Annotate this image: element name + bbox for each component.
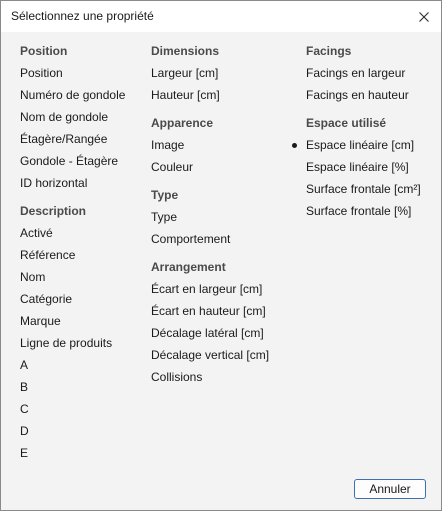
property-item-category[interactable]: Catégorie bbox=[20, 292, 73, 306]
property-item-linear-space-pct[interactable]: Espace linéaire [%] bbox=[306, 160, 409, 174]
title-bar bbox=[1, 1, 441, 32]
property-item-linear-space-cm[interactable] bbox=[306, 134, 421, 156]
property-item-gondola-number[interactable]: Numéro de gondole bbox=[20, 88, 126, 102]
property-item-d[interactable]: D bbox=[20, 424, 29, 438]
property-item-gondola-shelf[interactable]: Gondole - Étagère bbox=[20, 154, 119, 168]
property-item-image[interactable]: Image bbox=[151, 138, 185, 152]
column-1 bbox=[20, 32, 125, 464]
property-item-front-surface-pct[interactable]: Surface frontale [%] bbox=[306, 204, 412, 218]
group-header-arrangement: Arrangement bbox=[151, 260, 226, 274]
property-item-gondola-name[interactable]: Nom de gondole bbox=[20, 110, 109, 124]
group-header-position: Position bbox=[20, 44, 68, 58]
group-facings bbox=[306, 40, 421, 106]
close-icon bbox=[419, 12, 429, 22]
column-2 bbox=[151, 32, 269, 388]
property-item-name[interactable]: Nom bbox=[20, 270, 46, 284]
group-header-dimensions: Dimensions bbox=[151, 44, 220, 58]
group-space-used bbox=[306, 112, 421, 222]
group-description bbox=[20, 200, 125, 464]
property-item-a[interactable]: A bbox=[20, 358, 29, 372]
property-item-width[interactable]: Largeur [cm] bbox=[151, 66, 219, 80]
property-item-c[interactable]: C bbox=[20, 402, 29, 416]
group-position bbox=[20, 40, 125, 194]
property-item-facings-height[interactable]: Facings en hauteur bbox=[306, 88, 409, 102]
property-item-width-gap[interactable]: Écart en largeur [cm] bbox=[151, 282, 263, 296]
property-item-collisions[interactable]: Collisions bbox=[151, 370, 203, 384]
close-button[interactable] bbox=[407, 1, 441, 32]
property-list-area bbox=[1, 32, 441, 510]
property-item-reference[interactable]: Référence bbox=[20, 248, 76, 262]
property-item-shelf-row[interactable]: Étagère/Rangée bbox=[20, 132, 108, 146]
group-header-description: Description bbox=[20, 204, 87, 218]
property-item-color[interactable]: Couleur bbox=[151, 160, 194, 174]
group-header-appearance: Apparence bbox=[151, 116, 214, 130]
property-item-horizontal-id[interactable]: ID horizontal bbox=[20, 176, 88, 190]
property-item-position[interactable]: Position bbox=[20, 66, 63, 80]
property-item-vertical-offset[interactable]: Décalage vertical [cm] bbox=[151, 348, 270, 362]
group-header-facings: Facings bbox=[306, 44, 352, 58]
property-item-b[interactable]: B bbox=[20, 380, 29, 394]
column-3 bbox=[306, 32, 421, 222]
group-header-space-used: Espace utilisé bbox=[306, 116, 387, 130]
dialog-title: Sélectionnez une propriété bbox=[11, 9, 154, 23]
group-dimensions bbox=[151, 40, 269, 106]
cancel-button[interactable]: Annuler bbox=[354, 479, 426, 499]
property-item-height-gap[interactable]: Écart en hauteur [cm] bbox=[151, 304, 266, 318]
property-item-label: Espace linéaire [cm] bbox=[306, 138, 415, 152]
property-item-lateral-offset[interactable]: Décalage latéral [cm] bbox=[151, 326, 264, 340]
property-item-e[interactable]: E bbox=[20, 446, 29, 460]
group-arrangement bbox=[151, 256, 269, 388]
group-appearance bbox=[151, 112, 269, 178]
property-item-behavior[interactable]: Comportement bbox=[151, 232, 231, 246]
property-item-product-line[interactable]: Ligne de produits bbox=[20, 336, 113, 350]
selected-bullet-icon bbox=[292, 143, 297, 148]
property-item-brand[interactable]: Marque bbox=[20, 314, 61, 328]
property-item-height[interactable]: Hauteur [cm] bbox=[151, 88, 220, 102]
property-item-active[interactable]: Activé bbox=[20, 226, 53, 240]
property-item-front-surface-cm2[interactable]: Surface frontale [cm²] bbox=[306, 182, 421, 196]
property-item-facings-width[interactable]: Facings en largeur bbox=[306, 66, 406, 80]
group-type bbox=[151, 184, 269, 250]
group-header-type: Type bbox=[151, 188, 179, 202]
property-item-type[interactable]: Type bbox=[151, 210, 178, 224]
